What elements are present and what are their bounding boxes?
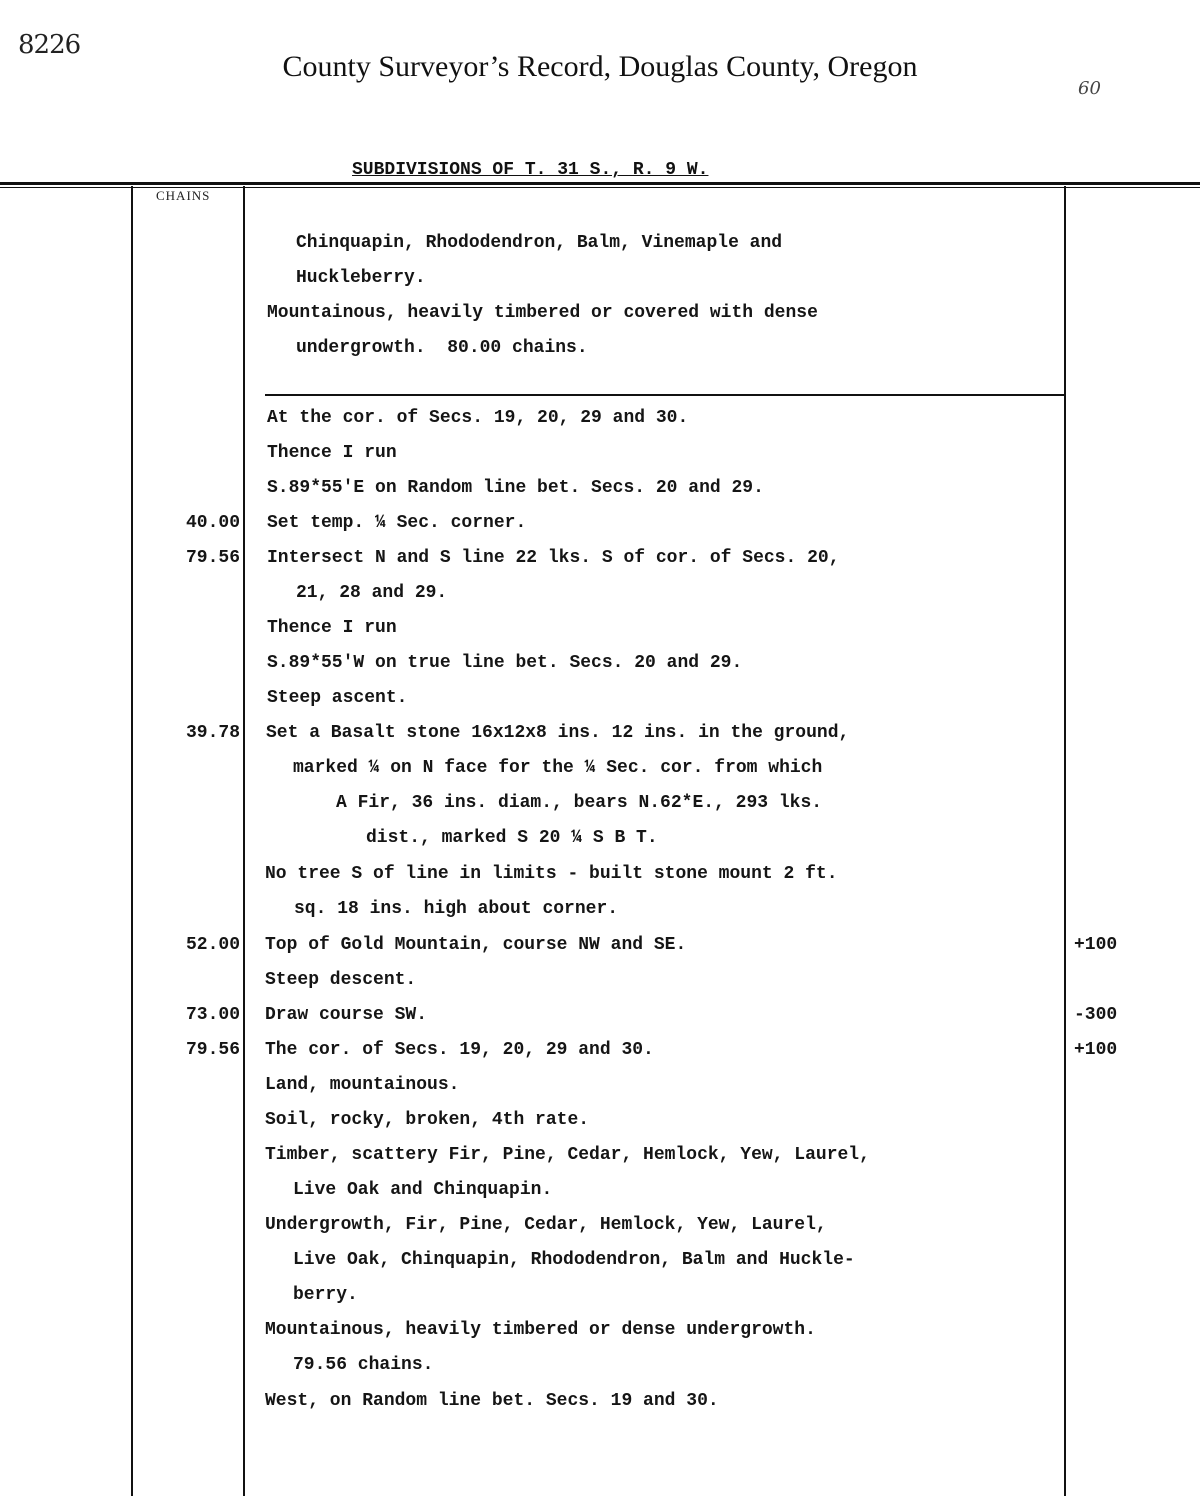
page-number: 8226 [18,30,81,60]
survey-entry [0,583,1200,613]
margin-note: 60 [1078,78,1101,99]
survey-entry [0,1285,1200,1315]
entry-text: Mountainous, heavily timbered or dense undergrowth. [265,1320,816,1340]
entry-text: Set a Basalt stone 16x12x8 ins. 12 ins. in the ground, [266,723,850,743]
entry-text: Mountainous, heavily timbered or covered with dense [267,303,818,323]
survey-entry [0,1075,1200,1105]
entry-text: Intersect N and S line 22 lks. S of cor. of Secs. 20, [267,548,840,568]
entry-text: 21, 28 and 29. [296,583,448,603]
entry-text: At the cor. of Secs. 19, 20, 29 and 30. [267,408,689,428]
survey-entry [0,1391,1200,1421]
chain-distance: 73.00 [185,1005,240,1025]
entry-text: Undergrowth, Fir, Pine, Cedar, Hemlock, Yew, Laurel, [265,1215,827,1235]
entry-text: Soil, rocky, broken, 4th rate. [265,1110,590,1130]
entry-text: Land, mountainous. [265,1075,460,1095]
survey-entry [0,618,1200,648]
entry-text: No tree S of line in limits - built stone mount 2 ft. [265,864,838,884]
survey-entry [0,478,1200,508]
survey-entry [0,688,1200,718]
chain-distance: 40.00 [185,513,240,533]
survey-entry [0,303,1200,333]
survey-entry [0,338,1200,368]
entry-text: Huckleberry. [296,268,426,288]
entry-text: West, on Random line bet. Secs. 19 and 30. [265,1391,719,1411]
entry-text: Set temp. ¼ Sec. corner. [267,513,527,533]
entry-text: S.89*55'E on Random line bet. Secs. 20 and 29. [267,478,764,498]
entry-text: Steep descent. [265,970,417,990]
survey-entry [0,1145,1200,1175]
entry-text: sq. 18 ins. high about corner. [294,899,619,919]
entry-text: Thence I run [267,618,397,638]
survey-entry [0,1355,1200,1385]
survey-entry [0,899,1200,929]
chain-distance: 52.00 [185,935,240,955]
survey-entry [0,1180,1200,1210]
entry-text: berry. [293,1285,358,1305]
survey-entry [0,723,1200,753]
survey-entry [0,233,1200,263]
entry-text: Timber, scattery Fir, Pine, Cedar, Hemlock, Yew, Laurel, [265,1145,870,1165]
survey-entry [0,1040,1200,1070]
entry-text: A Fir, 36 ins. diam., bears N.62*E., 293 lks. [336,793,823,813]
section-divider [265,394,1065,396]
survey-entry [0,864,1200,894]
entry-text: Thence I run [267,443,397,463]
entry-text: dist., marked S 20 ¼ S B T. [366,828,658,848]
entry-text: 79.56 chains. [293,1355,434,1375]
heading-rule [0,182,1200,185]
chain-distance: 79.56 [185,1040,240,1060]
chain-distance: 39.78 [185,723,240,743]
subdivision-heading [352,160,708,180]
elevation-change: +100 [1074,1040,1118,1060]
survey-entry [0,653,1200,683]
survey-entry [0,758,1200,788]
entry-text: Draw course SW. [265,1005,428,1025]
entry-text: Steep ascent. [267,688,408,708]
chain-distance: 79.56 [185,548,240,568]
subdivision-heading-text: SUBDIVISIONS OF T. 31 S., R. 9 W. [352,160,709,180]
entry-text: Top of Gold Mountain, course NW and SE. [265,935,687,955]
survey-entry [0,1320,1200,1350]
elevation-change: +100 [1074,935,1118,955]
entry-text: marked ¼ on N face for the ¼ Sec. cor. from which [293,758,823,778]
entry-text: Live Oak, Chinquapin, Rhododendron, Balm and Huckle- [293,1250,855,1270]
record-title: County Surveyor’s Record, Douglas County, Oregon [282,50,918,83]
survey-entry [0,513,1200,543]
entry-text: undergrowth. 80.00 chains. [296,338,588,358]
survey-entry [0,935,1200,965]
survey-entry [0,1250,1200,1280]
entry-text: The cor. of Secs. 19, 20, 29 and 30. [265,1040,654,1060]
entry-text: Live Oak and Chinquapin. [293,1180,553,1200]
entry-text: S.89*55'W on true line bet. Secs. 20 and 29. [267,653,743,673]
survey-entry [0,268,1200,298]
survey-entry [0,548,1200,578]
survey-entry [0,1110,1200,1140]
survey-entry [0,828,1200,858]
survey-entry [0,1215,1200,1245]
survey-entry [0,970,1200,1000]
chains-column-label: CHAINS [156,188,211,203]
survey-entry [0,443,1200,473]
elevation-change: -300 [1074,1005,1118,1025]
entry-text: Chinquapin, Rhododendron, Balm, Vinemaple and [296,233,783,253]
survey-entry [0,793,1200,823]
survey-entry [0,408,1200,438]
survey-entry [0,1005,1200,1035]
